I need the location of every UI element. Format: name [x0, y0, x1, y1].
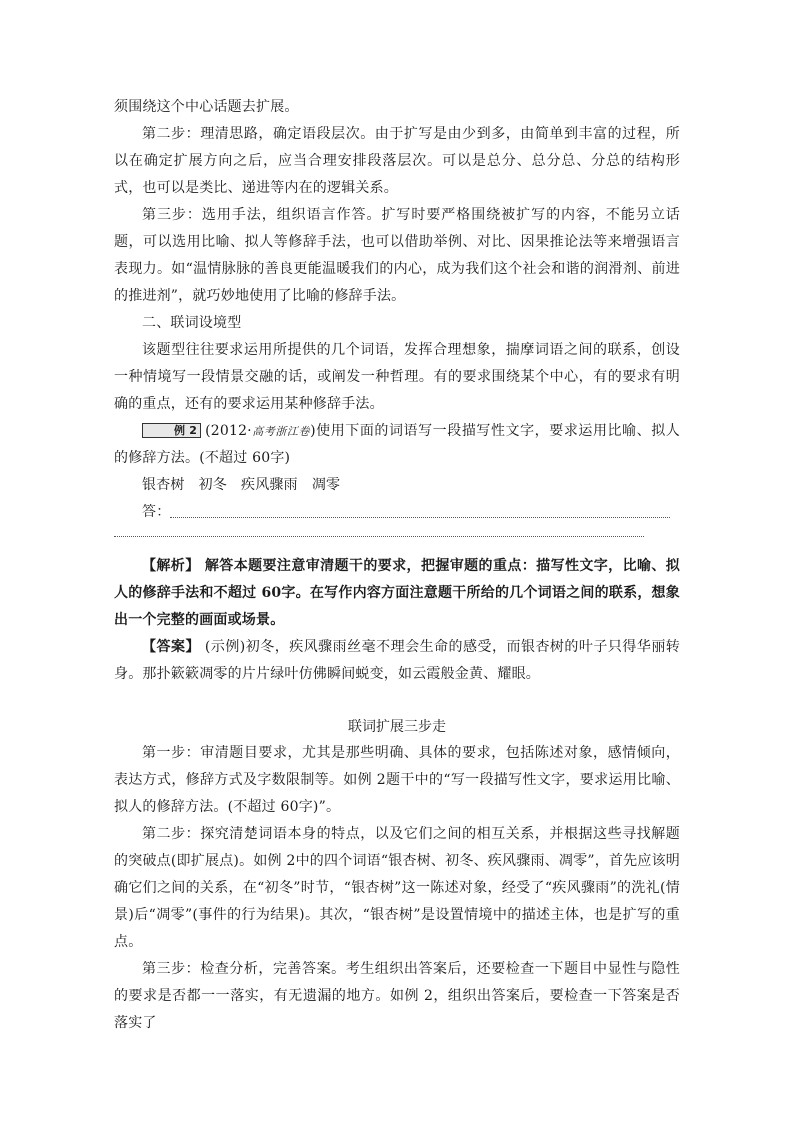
paragraph-step-two: 第二步：理清思路，确定语段层次。由于扩写是由少到多，由简单到丰富的过程，所以在确定扩展方向之后，应当合理安排段落层次。可以是总分、总分总、分总的结构形式，也可以是类比、递进等内在的逻辑关系。	[114, 126, 680, 196]
heading-section-two: 二、联词设境型	[142, 315, 242, 331]
step-two: 第二步：探究清楚词语本身的特点，以及它们之间的相互关系，并根据这些寻找解题的突破点(即扩展点)。如例 2中的四个词语“银杏树、初冬、疾风骤雨、凋零”，首先应该明确它们之间的关系，在“初冬”时节，“银杏树”这一陈述对象，经受了“疾风骤雨”的洗礼(情景)后“凋零”(事件的行为结果)。其次，“银杏树”是设置情境中的描述主体，也是扩写的重点。	[114, 826, 680, 950]
word-item: 银杏树	[142, 477, 185, 493]
example-source: 高考浙江卷	[251, 425, 311, 438]
paragraph-continuation: 须围绕这个中心话题去扩展。	[114, 99, 299, 115]
word-list	[114, 472, 680, 499]
answer-blank-line	[170, 503, 670, 518]
answer-blank-line-2	[114, 536, 644, 537]
example-year-close: )	[310, 423, 316, 439]
section-title: 联词扩展三步走	[348, 719, 446, 735]
steps-section	[114, 740, 680, 1037]
example-year: (2012·	[205, 423, 252, 439]
example-tag: 例 2	[142, 423, 201, 438]
step-three: 第三步：检查分析，完善答案。考生组织出答案后，还要检查一下题目中显性与隐性的要求是否都一一落实，有无遗漏的地方。如例 2，组织出答案后，要检查一下答案是否落实了	[114, 961, 680, 1031]
answer-label-bracket: 【答案】	[142, 639, 200, 655]
analysis-paragraph	[114, 553, 680, 634]
answer-text: (示例)初冬，疾风骤雨丝毫不理会生命的感受，而银杏树的叶子只得华丽转身。那扑簌簌凋零的片片绿叶仿佛瞬间蜕变，如云霞般金黄、耀眼。	[114, 639, 680, 682]
word-item: 凋零	[311, 477, 341, 493]
word-item: 初冬	[198, 477, 228, 493]
answer-label: 答：	[142, 504, 171, 520]
word-item: 疾风骤雨	[241, 477, 298, 493]
example-question-text: 使用下面的词语写一段描写性文字，要求运用比喻、拟人的修辞方法。(不超过 60字)	[114, 423, 681, 466]
step-one: 第一步：审清题目要求，尤其是那些明确、具体的要求，包括陈述对象，感情倾向，表达方式，修辞方式及字数限制等。如例 2题干中的“写一段描写性文字，要求运用比喻、拟人的修辞方法。(不超过 60字)”。	[114, 745, 680, 815]
analysis-section	[114, 553, 680, 688]
answer-prompt	[114, 499, 680, 526]
analysis-label: 【解析】	[142, 558, 200, 574]
answer-paragraph	[114, 634, 680, 688]
example-question	[114, 418, 680, 472]
paragraph-type-description: 该题型往往要求运用所提供的几个词语，发挥合理想象，揣摩词语之间的联系，创设一种情境写一段情景交融的话，或阐发一种哲理。有的要求围绕某个中心，有的要求有明确的重点，还有的要求运用某种修辞手法。	[114, 342, 680, 412]
paragraph-step-three: 第三步：选用手法，组织语言作答。扩写时要严格围绕被扩写的内容，不能另立话题，可以选用比喻、拟人等修辞手法，也可以借助举例、对比、因果推论法等来增强语言表现力。如“温情脉脉的善良更能温暖我们的内心，成为我们这个社会和谐的润滑剂、前进的推进剂”，就巧妙地使用了比喻的修辞手法。	[114, 207, 680, 304]
intro-section	[114, 94, 680, 526]
analysis-text: 解答本题要注意审清题干的要求，把握审题的重点：描写性文字，比喻、拟人的修辞手法和不超过 60字。在写作内容方面注意题干所给的几个词语之间的联系，想象出一个完整的画面或场景。	[114, 558, 680, 628]
